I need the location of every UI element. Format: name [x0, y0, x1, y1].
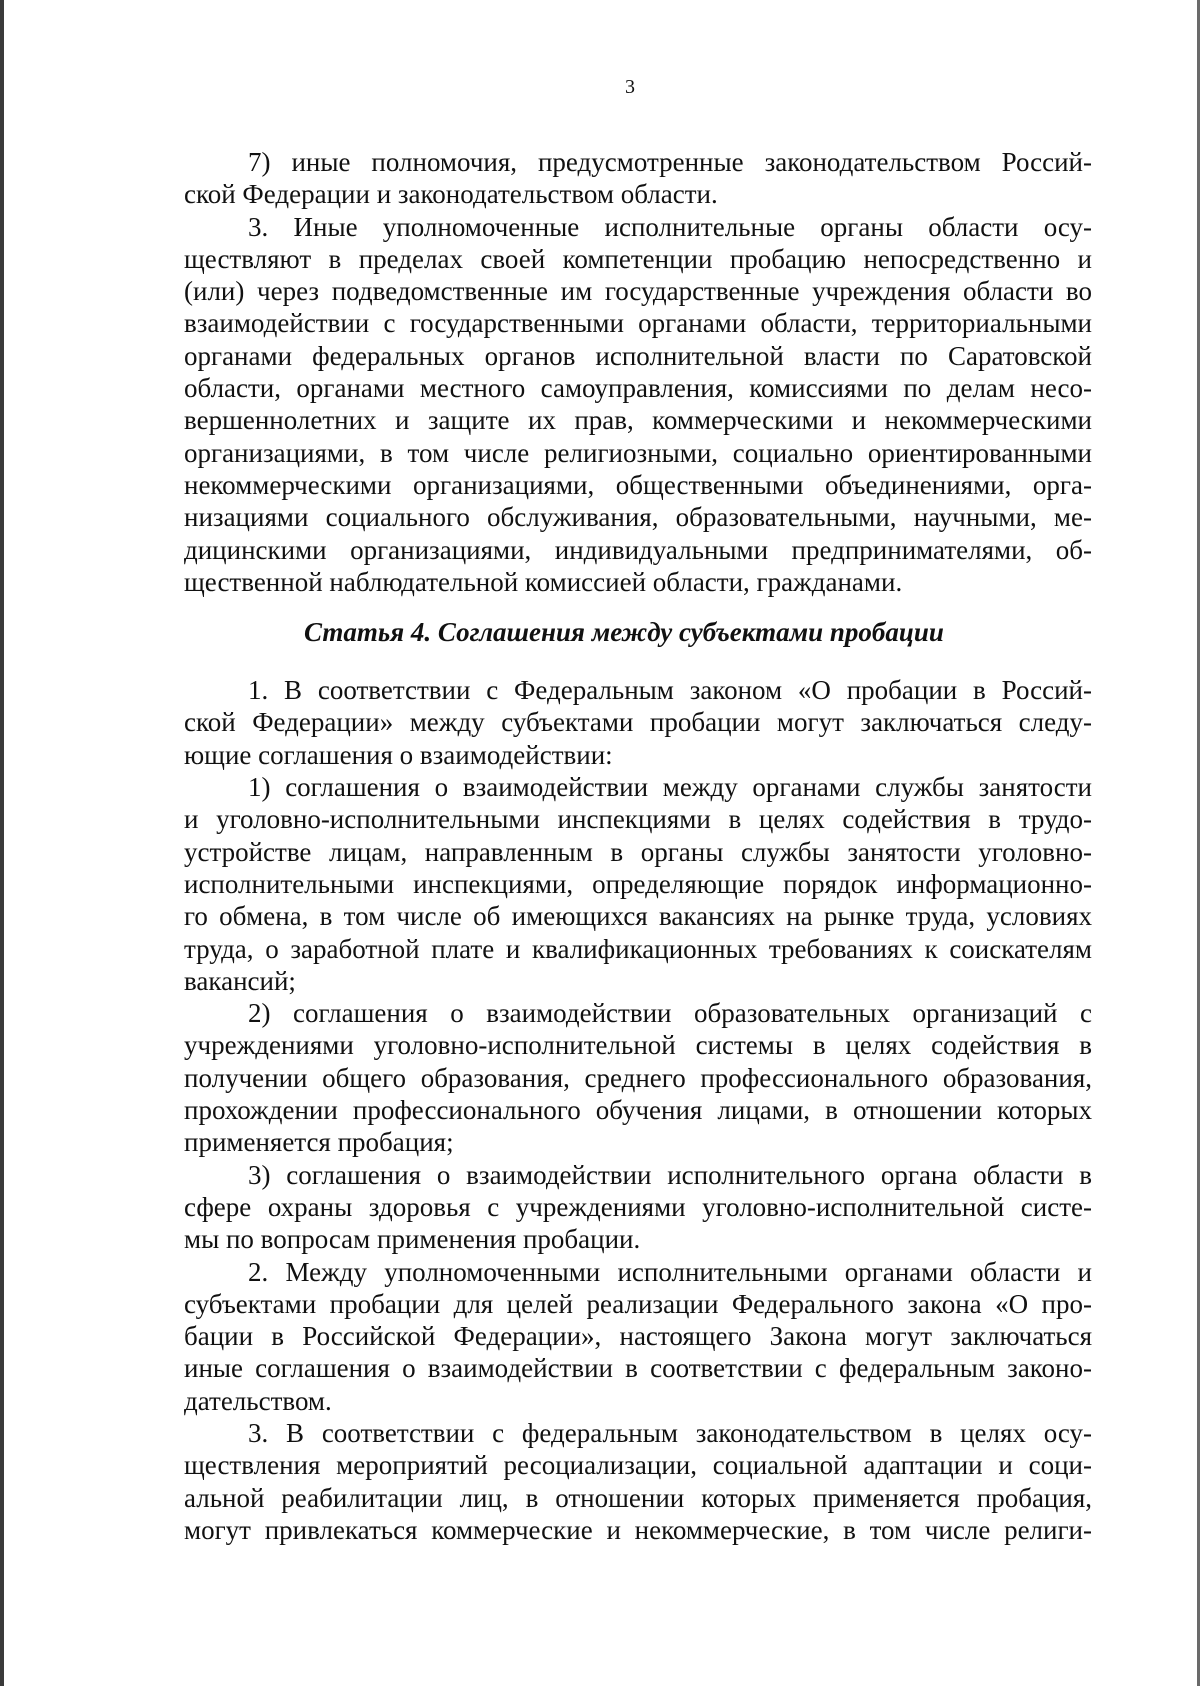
- text-line: (или) через подведомственные им государственные учреждения области во: [184, 276, 1092, 307]
- scan-edge-left: [0, 0, 4, 1686]
- text-line: взаимодействии с государственными органами области, территориальными: [184, 308, 1092, 339]
- text-line: труда, о заработной плате и квалификационных требованиях к соискателям: [184, 933, 1092, 964]
- text-line: ществляют в пределах своей компетенции пробацию непосредственно и: [184, 243, 1092, 274]
- text-line: бации в Российской Федерации», настоящего Закона могут заключаться: [184, 1321, 1092, 1352]
- text-line: иные соглашения о взаимодействии в соответствии с федеральным законо-: [184, 1353, 1092, 1384]
- text-line: вершеннолетних и защите их прав, коммерческими и некоммерческими: [184, 405, 1092, 436]
- text-line: устройстве лицам, направленным в органы службы занятости уголовно-: [184, 836, 1092, 867]
- text-line: мы по вопросам применения пробации.: [184, 1224, 641, 1255]
- text-line: 2) соглашения о взаимодействии образовательных организаций с: [248, 998, 1092, 1029]
- text-line: могут привлекаться коммерческие и некоммерческие, в том числе религи-: [184, 1514, 1092, 1545]
- text-line: 7) иные полномочия, предусмотренные законодательством Россий-: [248, 147, 1092, 177]
- text-line: щественной наблюдательной комиссией области, гражданами.: [184, 566, 903, 597]
- text-line: некоммерческими организациями, общественными объединениями, орга-: [184, 469, 1092, 500]
- text-line: 3. Иные уполномоченные исполнительные органы области осу-: [248, 211, 1092, 242]
- text-line: вакансий;: [184, 965, 296, 996]
- text-line: органами федеральных органов исполнительной власти по Саратовской: [184, 340, 1092, 371]
- text-line: прохождении профессионального обучения лицами, в отношении которых: [184, 1095, 1092, 1126]
- text-line: сфере охраны здоровья с учреждениями уголовно-исполнительной систе-: [184, 1191, 1092, 1222]
- document-body: [184, 146, 1092, 1546]
- text-line: получении общего образования, среднего профессионального образования,: [184, 1062, 1092, 1093]
- text-line: исполнительными инспекциями, определяющие порядок информационно-: [184, 868, 1092, 899]
- text-line: и уголовно-исполнительными инспекциями в целях содействия в трудо-: [184, 804, 1092, 835]
- text-line: низациями социального обслуживания, образовательными, научными, ме-: [184, 502, 1092, 533]
- text-line: 1) соглашения о взаимодействии между органами службы занятости: [248, 772, 1092, 803]
- text-line: области, органами местного самоуправления, комиссиями по делам несо-: [184, 373, 1092, 404]
- page-number: 3: [625, 76, 635, 98]
- text-line: ществления мероприятий ресоциализации, социальной адаптации и соци-: [184, 1450, 1092, 1481]
- text-line: 3) соглашения о взаимодействии исполнительного органа области в: [248, 1159, 1092, 1190]
- text-line: применяется пробация;: [184, 1127, 454, 1158]
- text-line: ской Федерации» между субъектами пробации могут заключаться следу-: [184, 707, 1092, 738]
- text-line: организациями, в том числе религиозными, социально ориентированными: [184, 437, 1092, 468]
- text-line: 2. Между уполномоченными исполнительными органами области и: [248, 1256, 1092, 1287]
- article-heading: Статья 4. Соглашения между субъектами пробации: [304, 617, 944, 648]
- text-line: дицинскими организациями, индивидуальными предпринимателями, об-: [184, 534, 1092, 565]
- text-line: ющие соглашения о взаимодействии:: [184, 739, 613, 770]
- text-line: альной реабилитации лиц, в отношении которых применяется пробация,: [184, 1482, 1092, 1513]
- text-line: субъектами пробации для целей реализации Федерального закона «О про-: [184, 1288, 1092, 1319]
- text-line: 3. В соответствии с федеральным законодательством в целях осу-: [248, 1417, 1092, 1448]
- text-line: дательством.: [184, 1385, 332, 1416]
- text-line: 1. В соответствии с Федеральным законом «О пробации в Россий-: [248, 675, 1092, 706]
- text-line: ской Федерации и законодательством области.: [184, 179, 718, 210]
- text-line: го обмена, в том числе об имеющихся вакансиях на рынке труда, условиях: [184, 901, 1092, 932]
- text-line: учреждениями уголовно-исполнительной системы в целях содействия в: [184, 1030, 1092, 1061]
